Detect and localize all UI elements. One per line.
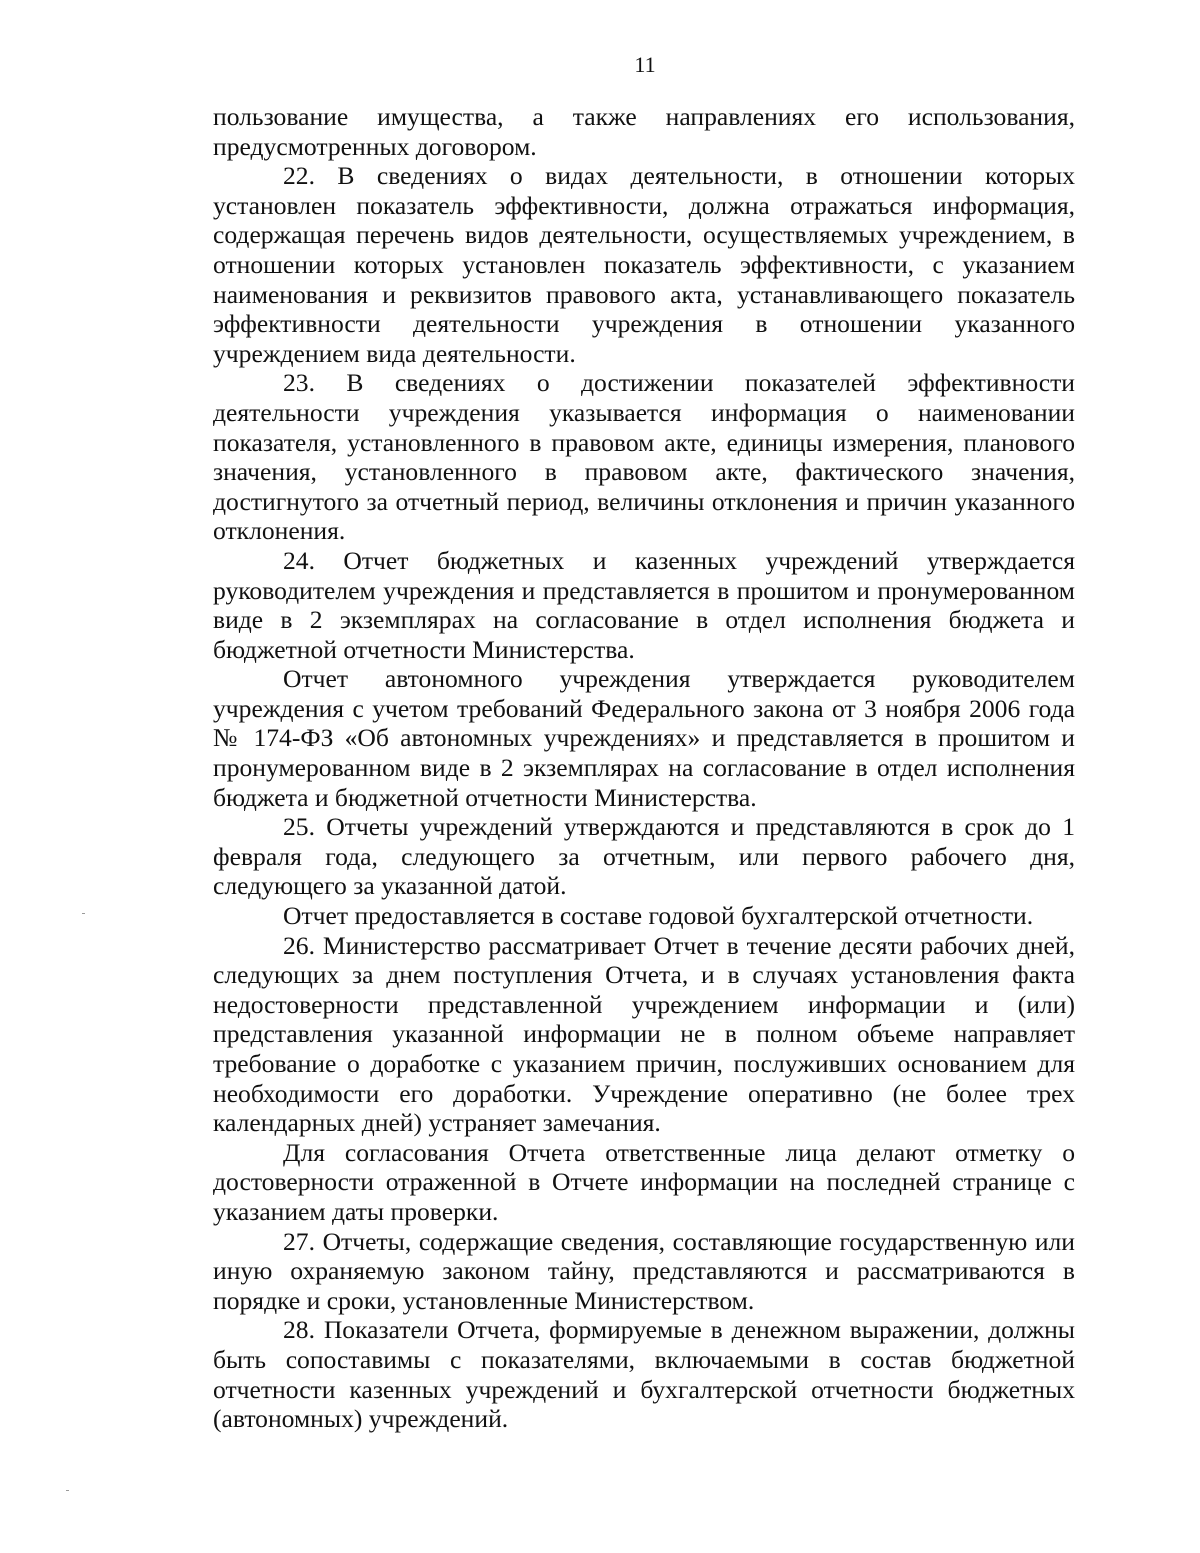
scan-speck	[82, 913, 85, 914]
paragraph-26-approval: Для согласования Отчета ответственные лица делают отметку о достоверности отраженной в Отчете информации на последней странице с указанием даты проверки.	[213, 1137, 1075, 1226]
scan-speck	[66, 1490, 69, 1491]
paragraph-24-autonomous: Отчет автономного учреждения утверждается руководителем учреждения с учетом требований Федерального закона от 3 ноября 2006 года № 174-ФЗ «Об автономных учреждениях» и представляется в прошитом и пронумерованном виде в 2 экземплярах на согласование в отдел исполнения бюджета и бюджетной отчетности Министерства.	[213, 664, 1075, 812]
paragraph-23: 23. В сведениях о достижении показателей эффективности деятельности учреждения указывается информация о наименовании показателя, установленного в правовом акте, единицы измерения, планового значения, установленного в правовом акте, фактического значения, достигнутого за отчетный период, величины отклонения и причин указанного отклонения.	[213, 368, 1075, 546]
paragraph-25-annual: Отчет предоставляется в составе годовой бухгалтерской отчетности.	[283, 901, 1034, 931]
paragraph-27: 27. Отчеты, содержащие сведения, составляющие государственную или иную охраняемую законом тайну, представляются и рассматриваются в порядке и сроки, установленные Министерством.	[213, 1226, 1075, 1315]
document-body	[213, 102, 1075, 1434]
paragraph-26: 26. Министерство рассматривает Отчет в течение десяти рабочих дней, следующих за днем поступления Отчета, и в случаях установления факта недостоверности представленной учреждением информации и (или) представления указанной информации не в полном объеме направляет требование о доработке с указанием причин, послуживших основанием для необходимости его доработки. Учреждение оперативно (не более трех календарных дней) устраняет замечания.	[213, 930, 1075, 1138]
page-number: 11	[634, 52, 656, 77]
paragraph-22: 22. В сведениях о видах деятельности, в отношении которых установлен показатель эффективности, должна отражаться информация, содержащая перечень видов деятельности, осуществляемых учреждением, в отношении которых установлен показатель эффективности, с указанием наименования и реквизитов правового акта, устанавливающего показатель эффективности деятельности учреждения в отношении указанного учреждением вида деятельности.	[213, 161, 1075, 368]
paragraph-25: 25. Отчеты учреждений утверждаются и представляются в срок до 1 февраля года, следующего за отчетным, или первого рабочего дня, следующего за указанной датой.	[213, 812, 1075, 901]
paragraph-continuation: пользование имущества, а также направлениях его использования, предусмотренных договором.	[213, 102, 1075, 161]
paragraph-28: 28. Показатели Отчета, формируемые в денежном выражении, должны быть сопоставимы с показателями, включаемыми в состав бюджетной отчетности казенных учреждений и бухгалтерской отчетности бюджетных (автономных) учреждений.	[213, 1315, 1075, 1434]
paragraph-24: 24. Отчет бюджетных и казенных учреждений утверждается руководителем учреждения и представляется в прошитом и пронумерованном виде в 2 экземплярах на согласование в отдел исполнения бюджета и бюджетной отчетности Министерства.	[213, 545, 1075, 664]
